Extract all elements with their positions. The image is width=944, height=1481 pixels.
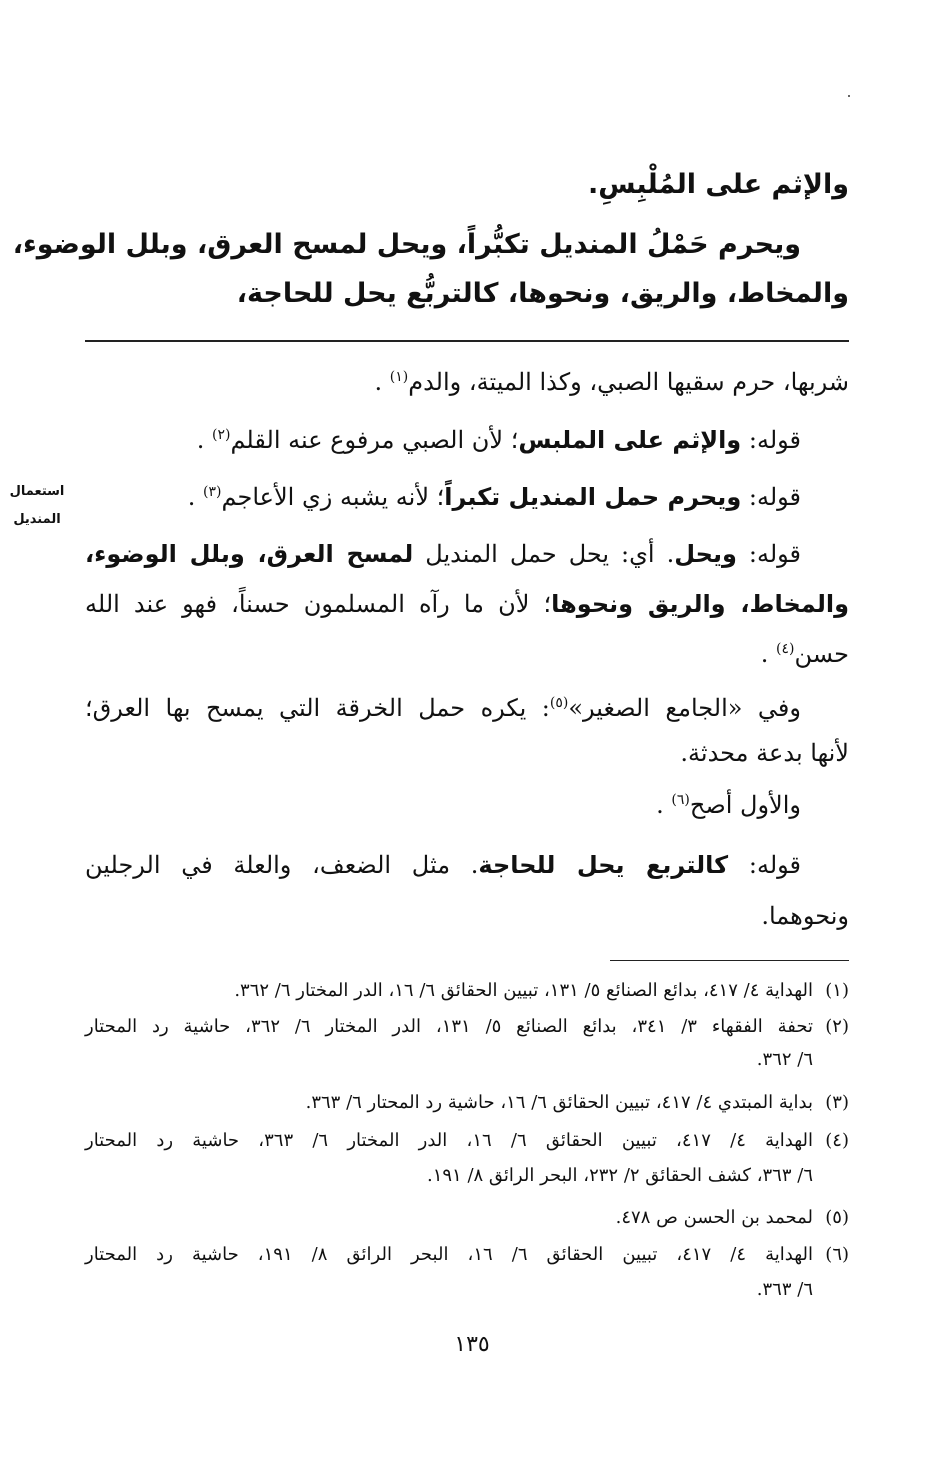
scan-speck	[848, 95, 850, 97]
sharh-p3: قوله: ويحرم حمل المنديل تكبراً؛ لأنه يشبه زي الأعاجم$^{(٣)}$ .	[187, 483, 801, 511]
footnote-6: (٦)الهداية ٤/ ٤١٧، تبيين الحقائق ٦/ ١٦، البحر الرائق ٨/ ١٩١، حاشية رد المحتار	[85, 1244, 850, 1265]
footnote-5: (٥)لمحمد بن الحسن ص ٤٧٨.	[615, 1207, 849, 1228]
page-number: ١٣٥	[454, 1332, 490, 1357]
footnote-ref-2[interactable]: (٢)	[211, 427, 231, 443]
sharh-p5-line-2: لأنها بدعة محدثة.	[680, 739, 849, 767]
footnote-ref-4[interactable]: (٤)	[776, 641, 795, 657]
footnote-4: (٤)الهداية ٤/ ٤١٧، تبيين الحقائق ٦/ ١٦، الدر المختار ٦/ ٣٦٣، حاشية رد المحتار	[85, 1130, 849, 1151]
footnote-ref-3[interactable]: (٣)	[203, 484, 222, 500]
matn-line-3: والمخاط، والريق، ونحوها، كالتربُّع يحل للحاجة،	[236, 278, 849, 309]
sharh-p6: والأول أصح$^{(٦)}$ .	[656, 791, 801, 819]
matn-line-2: ويحرم حَمْلُ المنديل تكبُّراً، ويحل لمسح العرق، وبلل الوضوء،	[12, 229, 801, 260]
footnote-ref-1[interactable]: (١)	[389, 369, 409, 385]
sharh-p4-line-1: قوله: ويحل. أي: يحل حمل المنديل لمسح العرق، وبلل الوضوء،	[85, 540, 801, 568]
footnote-2-cont: ٦/ ٣٦٢.	[756, 1049, 813, 1070]
margin-note-line-2: المنديل	[13, 512, 61, 527]
footnote-ref-5[interactable]: (٥)	[549, 695, 569, 711]
margin-note	[6, 478, 68, 534]
sharh-p5-line-1: وفي «الجامع الصغير»$^{(٥)}$: يكره حمل الخرقة التي يمسح بها العرق؛	[85, 694, 801, 722]
margin-note-line-1: استعمال	[9, 484, 65, 499]
footnote-3: (٣)بداية المبتدي ٤/ ٤١٧، تبيين الحقائق ٦/ ١٦، حاشية رد المحتار ٦/ ٣٦٣.	[305, 1092, 849, 1113]
sharh-p7-line-1: قوله: كالتربع يحل للحاجة. مثل الضعف، والعلة في الرجلين	[85, 851, 801, 879]
sharh-p1: شربها، حرم سقيها الصبي، وكذا الميتة، والدم$^{(١)}$ .	[374, 368, 849, 396]
sharh-p7-line-2: ونحوهما.	[761, 902, 849, 930]
footnote-4-cont: ٦/ ٣٦٣، كشف الحقائق ٢/ ٢٣٢، البحر الرائق ٨/ ١٩١.	[426, 1165, 813, 1186]
matn-line-1: والإثم على المُلْبِسِ.	[588, 169, 849, 200]
main-text-divider	[85, 340, 849, 342]
footnote-1: (١)الهداية ٤/ ٤١٧، بدائع الصنائع ٥/ ١٣١، تبيين الحقائق ٦/ ١٦، الدر المختار ٦/ ٣٦٢.	[234, 980, 849, 1001]
footnote-6-cont: ٦/ ٣٦٣.	[756, 1279, 813, 1300]
sharh-p4-line-3: حسن$^{(٤)}$ .	[760, 640, 849, 668]
sharh-p2: قوله: والإثم على الملبس؛ لأن الصبي مرفوع عنه القلم$^{(٢)}$ .	[196, 426, 801, 454]
footnote-divider	[610, 960, 849, 961]
sharh-p4-line-2: والمخاط، والريق ونحوها؛ لأن ما رآه المسلمون حسناً، فهو عند الله	[85, 590, 850, 618]
footnote-ref-6[interactable]: (٦)	[671, 792, 690, 808]
footnote-2: (٢)تحفة الفقهاء ٣/ ٣٤١، بدائع الصنائع ٥/ ١٣١، الدر المختار ٦/ ٣٦٢، حاشية رد المحتار	[85, 1016, 849, 1037]
